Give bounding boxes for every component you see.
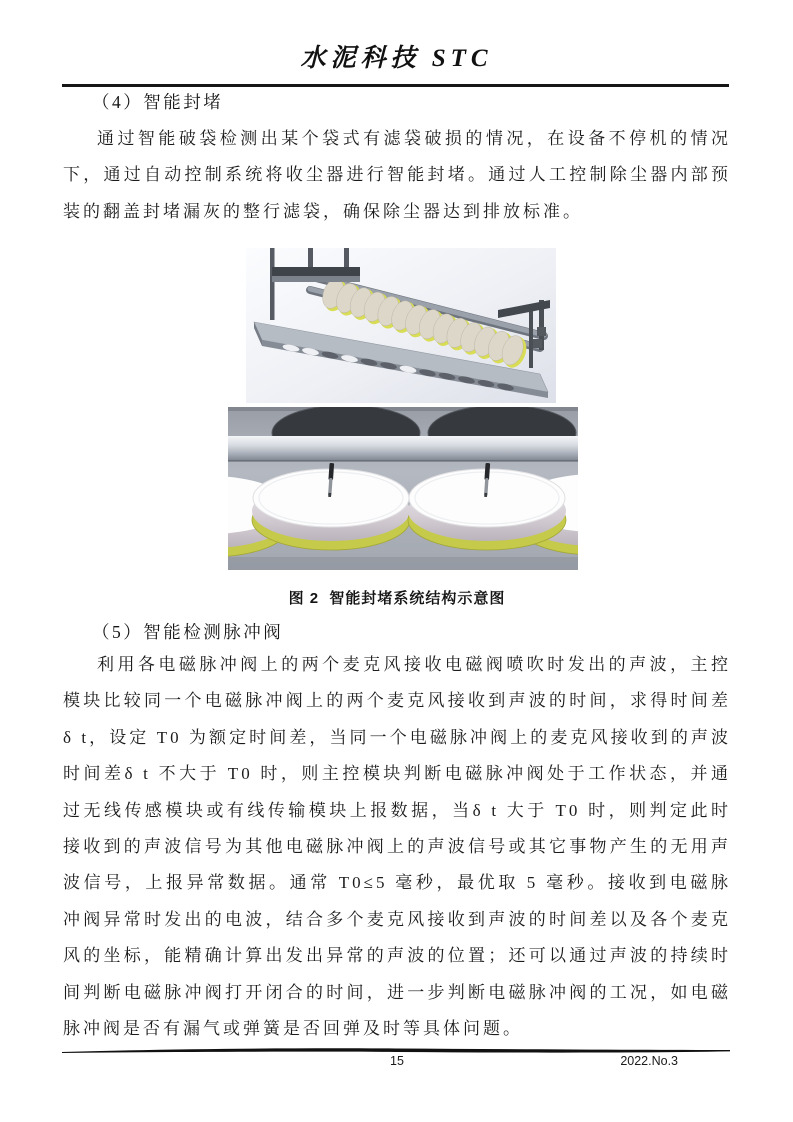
section-5-heading: （5）智能检测脉冲阀 [92,622,284,642]
issue-label: 2022.No.3 [620,1054,678,1068]
figure-sealing-caps-closeup-render [228,407,578,570]
section-5-paragraph: 利用各电磁脉冲阀上的两个麦克风接收电磁阀喷吹时发出的声波，主控模块比较同一个电磁脉冲阀上的两个麦克风接收到声波的时间，求得时间差δ t，设定 T0 为额定时间差，当同一个电磁脉冲阀上的麦克风接收到的声波时间差δ t 不大于 T0 时，则主控模块判断电磁脉冲阀处于工作状态，并通过无线传感模块或有线传输模块上报数据，当δ t 大于 T0 时，则判定此时接收到的声波信号为其他电磁脉冲阀上的声波信号或其它事物产生的无用声波信号，上报异常数据。通常 T0≤5 毫秒，最优取 5 毫秒。接收到电磁脉冲阀异常时发出的电波，结合多个麦克风接收到声波的时间差以及各个麦克风的坐标，能精确计算出发出异常的声波的位置；还可以通过声波的持续时间判断电磁脉冲阀打开闭合的时间，进一步判断电磁脉冲阀的工况，如电磁脉冲阀是否有漏气或弹簧是否回弹及时等具体问题。 [63,655,731,1039]
support-tube [228,436,578,462]
journal-title: 水泥科技 STC [300,45,493,72]
section-4-heading: （4）智能封堵 [92,92,224,112]
assembly-3d-render [246,248,556,403]
figure-caption: 图 2 智能封堵系统结构示意图 [288,590,506,607]
bottom-shade [228,557,578,570]
caps-3d-render [228,407,578,570]
page-number: 15 [390,1054,404,1068]
header-rule [62,84,729,87]
figure-smart-sealing-assembly-render [246,248,556,403]
section-4-paragraph: 通过智能破袋检测出某个袋式有滤袋破损的情况，在设备不停机的情况下，通过自动控制系统将收尘器进行智能封堵。通过人工控制除尘器内部预装的翻盖封堵漏灰的整行滤袋，确保除尘器达到排放标准。 [63,129,731,221]
